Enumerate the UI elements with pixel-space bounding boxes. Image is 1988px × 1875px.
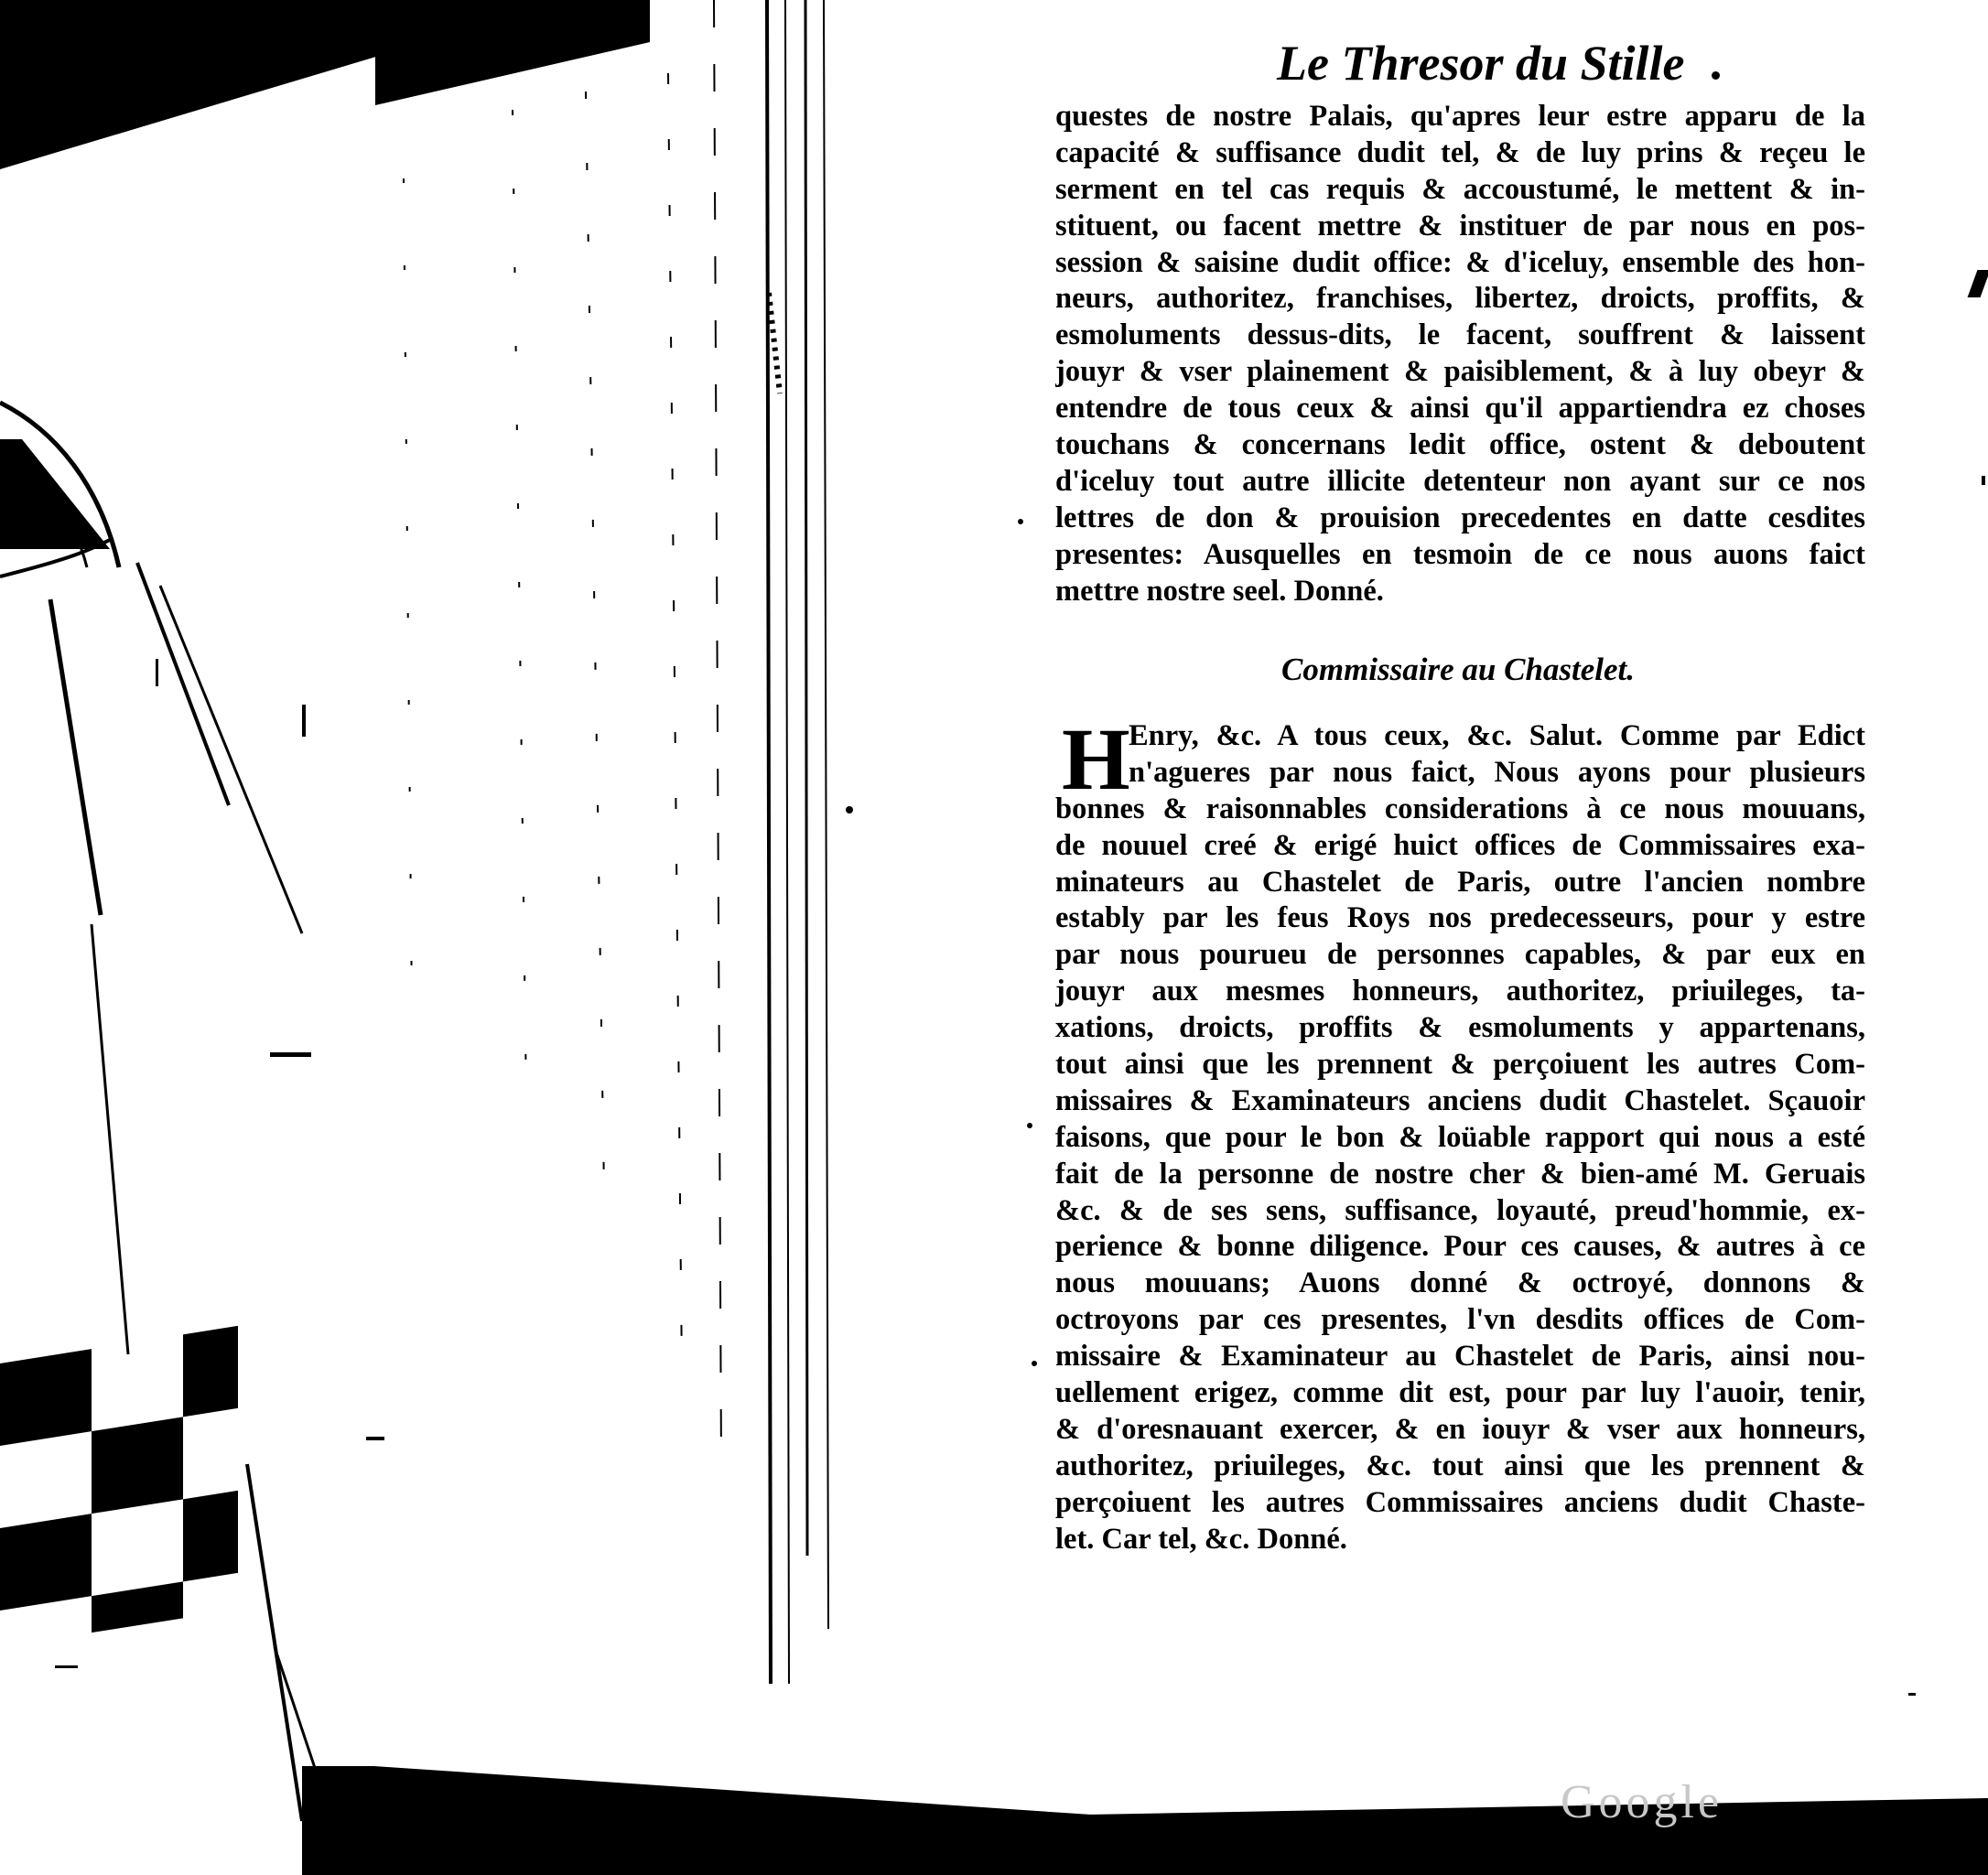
text-line: uellement erigez, comme dit est, pour par luy l'auoir, tenir,: [1055, 1376, 1865, 1410]
speck: [1968, 270, 1988, 297]
speck: [1027, 1123, 1032, 1128]
text-line: esmoluments dessus-dits, le facent, souffrent & laissent: [1055, 318, 1865, 352]
text-line: entendre de tous ceux & ainsi qu'il appartiendra ez choses: [1055, 392, 1865, 426]
text-line: missaire & Examinateur au Chastelet de Paris, ainsi nou-: [1055, 1340, 1865, 1374]
text-line: lettres de don & prouision precedentes en datte cesdites: [1055, 501, 1865, 534]
calibration-checkerboard: [0, 1320, 275, 1629]
gutter-line: [824, 0, 828, 1629]
page-edge-line: [160, 586, 302, 933]
text-line: minateurs au Chastelet de Paris, outre l'ancien nombre: [1055, 865, 1865, 899]
bottom-shadow: [1062, 1798, 1988, 1875]
text-line: bonnes & raisonnables considerations à ce nous mouuans,: [1055, 792, 1865, 825]
text-line: tout ainsi que les prennent & perçoiuent les autres Com-: [1055, 1048, 1865, 1082]
text-line: mettre nostre seel. Donné.: [1055, 574, 1384, 608]
paragraph-letters-patent: [1055, 99, 1865, 609]
speck: [156, 659, 158, 686]
text-line: Enry, &c. A tous ceux, &c. Salut. Comme par Edict: [1129, 719, 1865, 752]
text-line: session & saisine dudit office: & d'iceluy, ensemble des hon-: [1055, 245, 1865, 279]
gutter-line: [785, 0, 789, 1684]
text-line: jouyr aux mesmes honneurs, authoritez, priuileges, ta-: [1055, 975, 1865, 1008]
gutter-line: [403, 92, 412, 1007]
drop-cap: H: [1062, 710, 1130, 808]
speck: [55, 1665, 78, 1668]
text-line: let. Car tel, &c. Donné.: [1055, 1522, 1347, 1556]
gutter-line: [714, 0, 721, 1464]
gutter-line: [767, 0, 771, 1684]
binding-curve: [0, 540, 110, 577]
text-line: capacité & suffisance dudit tel, & de luy prins & reçeu le: [1055, 135, 1865, 169]
gutter-line: [586, 92, 604, 1190]
text-line: faisons, que pour le bon & loüable rapport qui nous a esté: [1055, 1120, 1865, 1154]
text-line: neurs, authoritez, franchises, libertez, droicts, proffits, &: [1055, 282, 1865, 316]
page-edge-line: [92, 924, 128, 1354]
text-line: fait de la personne de nostre cher & bien-amé M. Geruais: [1055, 1157, 1865, 1191]
speck: [302, 705, 306, 737]
speck: [1982, 476, 1985, 485]
text-line: & d'oresnauant exercer, & en iouyr & vser aux honneurs,: [1055, 1412, 1865, 1446]
text-line: presentes: Ausquelles en tesmoin de ce nous auons faict: [1055, 537, 1865, 571]
speck: [366, 1437, 384, 1440]
text-line: missaires & Examinateurs anciens dudit Chastelet. Sçauoir: [1055, 1083, 1865, 1117]
text-line: perience & bonne diligence. Pour ces causes, & autres à ce: [1055, 1230, 1865, 1264]
text-line: xations, droicts, proffits & esmoluments y appartenans,: [1055, 1011, 1865, 1045]
speck: [1018, 519, 1023, 524]
section-title: Commissaire au Chastelet.: [1281, 652, 1636, 687]
page-edge-line: [137, 563, 229, 805]
text-line: par nous pourueu de personnes capables, & par eux en: [1055, 938, 1865, 972]
speck: [1032, 1361, 1037, 1366]
gutter-line: [769, 293, 780, 393]
text-line: d'iceluy tout autre illicite detenteur non ayant sur ce nos: [1055, 464, 1865, 498]
binding-curve: [0, 458, 87, 567]
watermark-text: Google: [1561, 1776, 1723, 1828]
gutter-line: [805, 0, 807, 1556]
gutter-line: [513, 110, 526, 1098]
gutter-line: [668, 73, 682, 1373]
text-line: authoritez, priuileges, &c. tout ainsi que les prennent &: [1055, 1449, 1865, 1482]
text-line: n'agueres par nous faict, Nous ayons pour plusieurs: [1129, 755, 1865, 789]
text-line: nous mouuans; Auons donné & octroyé, donnons &: [1055, 1266, 1865, 1300]
text-line: octroyons par ces presentes, l'vn desdits offices de Com-: [1055, 1303, 1865, 1337]
speck: [270, 1052, 311, 1057]
running-head-dot: [1712, 71, 1720, 80]
text-line: perçoiuent les autres Commissaires anciens dudit Chaste-: [1055, 1485, 1865, 1519]
text-line: &c. & de ses sens, suffisance, loyauté, preud'hommie, ex-: [1055, 1193, 1865, 1227]
text-line: stituent, ou facent mettre & instituer de par nous en pos-: [1055, 209, 1865, 242]
text-line: de nouuel creé & erigé huict offices de Commissaires exa-: [1055, 828, 1865, 862]
paragraph-commissaire: [1055, 710, 1865, 1557]
text-line: estably par les feus Roys nos predecesseurs, pour y estre: [1055, 901, 1865, 935]
text-line: questes de nostre Palais, qu'apres leur estre apparu de la: [1055, 100, 1865, 133]
text-line: jouyr & vser plainement & paisiblement, & à luy obeyr &: [1055, 355, 1865, 389]
page-edge-line: [50, 599, 101, 915]
speck: [846, 806, 853, 814]
text-line: serment en tel cas requis & accoustumé, le mettent & in-: [1055, 172, 1865, 206]
speck: [1908, 1693, 1916, 1696]
text-line: touchans & concernans ledit office, ostent & deboutent: [1055, 428, 1865, 462]
running-head: Le Thresor du Stille: [1277, 36, 1685, 91]
